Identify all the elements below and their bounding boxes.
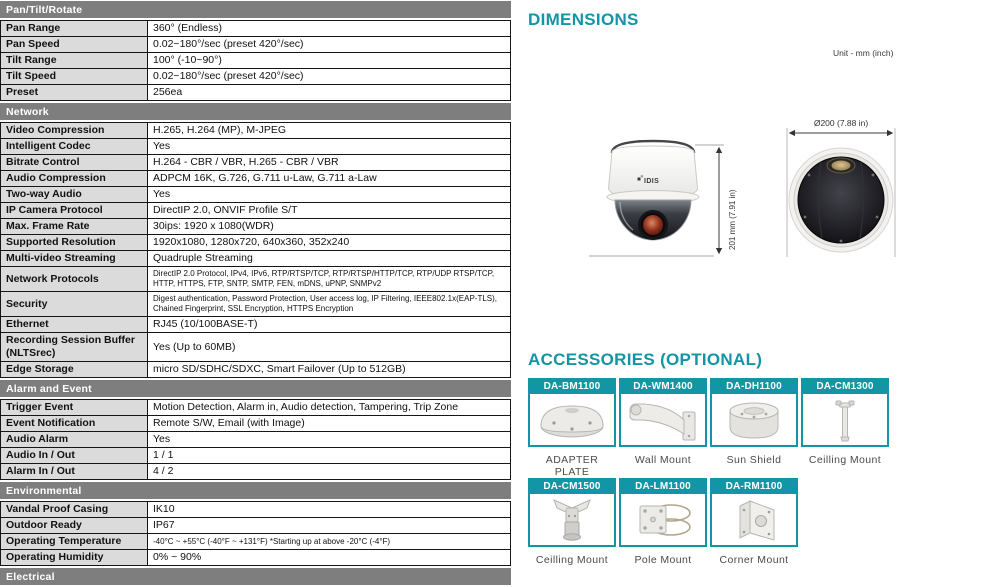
spec-label: Pan Speed — [1, 37, 148, 53]
accessory-card-sun-shield — [710, 378, 798, 478]
table-row — [1, 400, 511, 416]
spec-label: Video Compression — [1, 123, 148, 139]
table-row — [1, 37, 511, 53]
spec-section-header: Pan/Tilt/Rotate — [0, 1, 511, 18]
sun-shield-icon — [714, 396, 794, 444]
dome-camera-icon — [607, 141, 699, 240]
accessory-name: Wall Mount — [634, 454, 692, 466]
accessory-image — [619, 494, 707, 547]
spec-label: Vandal Proof Casing — [1, 502, 148, 518]
spec-value: 100° (-10~90°) — [148, 53, 511, 69]
spec-label: Max. Frame Rate — [1, 219, 148, 235]
accessory-name: ADAPTER PLATE — [545, 454, 599, 478]
spec-value: 0.02~180°/sec (preset 420°/sec) — [148, 37, 511, 53]
spec-label: Audio In / Out — [1, 448, 148, 464]
ceiling-mount-pipe-icon — [805, 396, 885, 444]
spec-label: Audio Compression — [1, 171, 148, 187]
accessories-heading: ACCESSORIES (OPTIONAL) — [528, 350, 763, 369]
table-row — [1, 123, 511, 139]
spec-label: Supported Resolution — [1, 235, 148, 251]
table-row — [1, 518, 511, 534]
accessory-name: Ceilling Mount — [808, 454, 882, 466]
camera-side-view-image — [583, 127, 743, 275]
spec-label: Operating Humidity — [1, 550, 148, 566]
table-row — [1, 155, 511, 171]
spec-label: Security — [1, 292, 148, 317]
spec-section-header: Electrical — [0, 568, 511, 585]
spec-label: Outdoor Ready — [1, 518, 148, 534]
table-row — [1, 235, 511, 251]
spec-label: Network Protocols — [1, 267, 148, 292]
svg-text:IDIS: IDIS — [644, 178, 660, 185]
spec-label: Tilt Speed — [1, 69, 148, 85]
table-row — [1, 550, 511, 566]
ceiling-mount-wings-icon — [532, 496, 612, 544]
spec-value: H.265, H.264 (MP), M-JPEG — [148, 123, 511, 139]
table-row — [1, 219, 511, 235]
table-row — [1, 53, 511, 69]
spec-value: IP67 — [148, 518, 511, 534]
spec-value: -40°C ~ +55°C (-40°F ~ +131°F) *Starting up at above -20°C (-4°F) — [148, 534, 511, 550]
corner-mount-icon — [714, 496, 794, 544]
accessory-card-ceiling-mount-1500 — [528, 478, 616, 566]
spec-label: Operating Temperature — [1, 534, 148, 550]
spec-value: 360° (Endless) — [148, 21, 511, 37]
camera-bottom-view-image — [779, 109, 905, 261]
spec-value: Yes (Up to 60MB) — [148, 333, 511, 362]
dome-bottom-icon — [789, 148, 893, 252]
spec-value: Digest authentication, Password Protection, User access log, IP Filtering, IEEE802.1x(EAP-TLS), Chained Fingerprint, SSL Encryption, HTTPS Encryption — [148, 292, 511, 317]
accessory-model: DA-RM1100 — [710, 478, 798, 494]
table-row — [1, 69, 511, 85]
accessory-model: DA-LM1100 — [619, 478, 707, 494]
height-dimension-label: 201 mm (7.91 in) — [728, 189, 737, 250]
table-row — [1, 292, 511, 317]
spec-label: Trigger Event — [1, 400, 148, 416]
pole-mount-icon — [623, 496, 703, 544]
wall-mount-icon — [623, 396, 703, 444]
table-row — [1, 21, 511, 37]
spec-section-header: Network — [0, 103, 511, 120]
accessory-name: Sun Shield — [726, 454, 782, 466]
table-row — [1, 464, 511, 480]
spec-label: Intelligent Codec — [1, 139, 148, 155]
spec-label: Alarm In / Out — [1, 464, 148, 480]
accessory-name: Corner Mount — [719, 554, 789, 566]
table-row — [1, 333, 511, 362]
table-row — [1, 203, 511, 219]
spec-table-environmental — [0, 501, 511, 566]
spec-value: 0% ~ 90% — [148, 550, 511, 566]
table-row — [1, 267, 511, 292]
accessory-model: DA-DH1100 — [710, 378, 798, 394]
spec-value: Quadruple Streaming — [148, 251, 511, 267]
adapter-plate-icon — [532, 396, 612, 444]
accessory-model: DA-CM1500 — [528, 478, 616, 494]
spec-table-alarm-event — [0, 399, 511, 480]
spec-value: RJ45 (10/100BASE-T) — [148, 317, 511, 333]
accessory-card-ceiling-mount-1300 — [801, 378, 889, 478]
accessory-card-adapter-plate — [528, 378, 616, 478]
table-row — [1, 534, 511, 550]
spec-section-header: Alarm and Event — [0, 380, 511, 397]
accessory-model: DA-WM1400 — [619, 378, 707, 394]
spec-label: Event Notification — [1, 416, 148, 432]
accessory-card-wall-mount — [619, 378, 707, 478]
accessory-image — [710, 494, 798, 547]
spec-value: Remote S/W, Email (with Image) — [148, 416, 511, 432]
spec-value: Yes — [148, 432, 511, 448]
accessories-row-1 — [528, 378, 889, 478]
spec-table-network — [0, 122, 511, 378]
table-row — [1, 362, 511, 378]
spec-value: Motion Detection, Alarm in, Audio detection, Tampering, Trip Zone — [148, 400, 511, 416]
unit-note: Unit - mm (inch) — [833, 48, 894, 58]
table-row — [1, 171, 511, 187]
accessory-card-corner-mount — [710, 478, 798, 566]
table-row — [1, 416, 511, 432]
spec-label: IP Camera Protocol — [1, 203, 148, 219]
spec-label: Preset — [1, 85, 148, 101]
spec-label: Bitrate Control — [1, 155, 148, 171]
accessory-card-pole-mount — [619, 478, 707, 566]
table-row — [1, 432, 511, 448]
accessory-model: DA-CM1300 — [801, 378, 889, 394]
spec-value: 1 / 1 — [148, 448, 511, 464]
spec-label: Pan Range — [1, 21, 148, 37]
spec-label: Multi-video Streaming — [1, 251, 148, 267]
spec-label: Two-way Audio — [1, 187, 148, 203]
accessory-model: DA-BM1100 — [528, 378, 616, 394]
accessory-image — [710, 394, 798, 447]
spec-value: DirectIP 2.0 Protocol, IPv4, IPv6, RTP/RTSP/TCP, RTP/RTSP/HTTP/TCP, RTP/UDP RTSP/TCP, HTTP, HTTPS, FTP, SNTP, SMTP, FEN, mDNS, uPNP, SNMPv2 — [148, 267, 511, 292]
spec-value: 4 / 2 — [148, 464, 511, 480]
accessory-image — [801, 394, 889, 447]
diameter-dimension-label: Ø200 (7.88 in) — [813, 118, 869, 128]
spec-label: Edge Storage — [1, 362, 148, 378]
spec-value: 256ea — [148, 85, 511, 101]
table-row — [1, 317, 511, 333]
accessory-image — [528, 394, 616, 447]
spec-value: Yes — [148, 139, 511, 155]
spec-value: micro SD/SDHC/SDXC, Smart Failover (Up to 512GB) — [148, 362, 511, 378]
accessory-name: Pole Mount — [634, 554, 692, 566]
spec-label: Ethernet — [1, 317, 148, 333]
table-row — [1, 502, 511, 518]
table-row — [1, 85, 511, 101]
accessory-image — [528, 494, 616, 547]
accessories-row-2 — [528, 478, 798, 566]
spec-table-pan-tilt — [0, 20, 511, 101]
spec-value: IK10 — [148, 502, 511, 518]
spec-label: Audio Alarm — [1, 432, 148, 448]
spec-value: H.264 - CBR / VBR, H.265 - CBR / VBR — [148, 155, 511, 171]
spec-value: DirectIP 2.0, ONVIF Profile S/T — [148, 203, 511, 219]
accessory-image — [619, 394, 707, 447]
spec-value: 0.02~180°/sec (preset 420°/sec) — [148, 69, 511, 85]
spec-value: 30ips: 1920 x 1080(WDR) — [148, 219, 511, 235]
table-row — [1, 448, 511, 464]
spec-label: Tilt Range — [1, 53, 148, 69]
spec-value: 1920x1080, 1280x720, 640x360, 352x240 — [148, 235, 511, 251]
table-row — [1, 139, 511, 155]
table-row — [1, 251, 511, 267]
spec-label: Recording Session Buffer (NLTSrec) — [1, 333, 148, 362]
spec-value: Yes — [148, 187, 511, 203]
spec-section-header: Environmental — [0, 482, 511, 499]
dimensions-heading: DIMENSIONS — [528, 10, 639, 29]
spec-value: ADPCM 16K, G.726, G.711 u-Law, G.711 a-Law — [148, 171, 511, 187]
accessory-name: Ceilling Mount — [535, 554, 609, 566]
table-row — [1, 187, 511, 203]
